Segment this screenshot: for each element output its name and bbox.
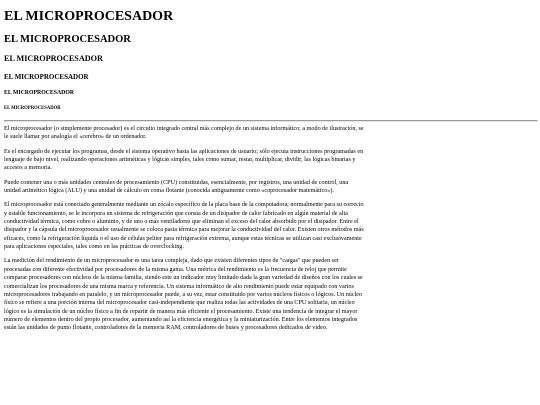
- heading-level-5: EL MICROPROCESADOR: [4, 90, 75, 96]
- heading-level-4: EL MICROPROCESADOR: [4, 73, 89, 81]
- heading-level-2: EL MICROPROCESADOR: [4, 34, 131, 45]
- heading-level-1: EL MICROPROCESADOR: [4, 9, 174, 24]
- paragraph-cooling: El microprocesador está conectado generalmente mediante un zócalo específico de la placa base de la computadora; normalmente para su correcto y estable funcionamiento, se le incorpora un sistema de refrigeración que consta de un disipador de calor fabricado en algún material de alta conductividad térmica, como cobre o aluminio, y de uno o más ventiladores que eliminan el exceso del calor absorbido por el disipador. Entre el disipador y la cápsula del microprocesador usualmente se coloca pasta térmica para mejorar la conductividad del calor. Existen otros métodos más eficaces, como la refrigeración líquida o el uso de células peltier para refrigeración extrema, aunque estas técnicas se utilizan casi exclusivamente para aplicaciones especiales, tales como en las prácticas de overclocking.: [4, 202, 364, 251]
- paragraph-components: Puede contener una o más unidades centrales de procesamiento (CPU) constituidas, esencialmente, por registros, una unidad de control, una unidad aritmético lógica (ALU) y una unidad de cálculo en coma flotante (conocida antiguamente como «coprocesador matemático»).: [4, 179, 349, 195]
- paragraph-function: Es el encargado de ejecutar los programas, desde el sistema operativo hasta las aplicaciones de usuario; sólo ejecuta instrucciones programadas en lenguaje de bajo nivel, realizando operaciones aritméticas y lógicas simples, tales como sumar, restar, multiplicar, dividir, las lógicas binarias y accesos a memoria.: [4, 148, 364, 172]
- paragraph-performance: La medición del rendimiento de un microprocesador es una tarea compleja, dado que existen diferentes tipos de "cargas" que pueden ser procesadas con diferente efectividad por procesadores de la misma gama. Una métrica del rendimiento es la frecuencia de reloj que permite comparar procesadores con núcleos de la misma familia, siendo este un indicador muy limitado dada la gran variedad de diseños con los cuales se comercializan los procesadores de una misma marca y referencia. Un sistema informático de alto rendimiento puede estar equipado con varios microprocesadores trabajando en paralelo, y un microprocesador puede, a su vez, estar constituido por varios núcleos físicos o lógicos. Un núcleo físico se refiere a una porción interna del microprocesador casi-independiente que realiza todas las actividades de una CPU solitaria, un núcleo lógico es la simulación de un núcleo físico a fin de repartir de manera más eficiente el procesamiento. Existe una tendencia de integrar el mayor número de elementos dentro del propio procesador, aumentando así la eficiencia energética y la miniaturización. Entre los elementos integrados están las unidades de punto flotante, controladores de la memoria RAM, controladores de buses y procesadores dedicados de video.: [4, 258, 363, 332]
- heading-level-3: EL MICROPROCESADOR: [4, 54, 103, 63]
- article-body: [4, 125, 364, 339]
- paragraph-intro: El microprocesador (o simplemente procesador) es el circuito integrado central más complejo de un sistema informático; a modo de ilustración, se le suele llamar por analogía el «cerebro» de un ordenador.: [4, 126, 364, 141]
- heading-level-6: EL MICROPROCESADOR: [4, 106, 61, 111]
- headings-block: [4, 0, 364, 112]
- horizontal-rule: [4, 120, 538, 122]
